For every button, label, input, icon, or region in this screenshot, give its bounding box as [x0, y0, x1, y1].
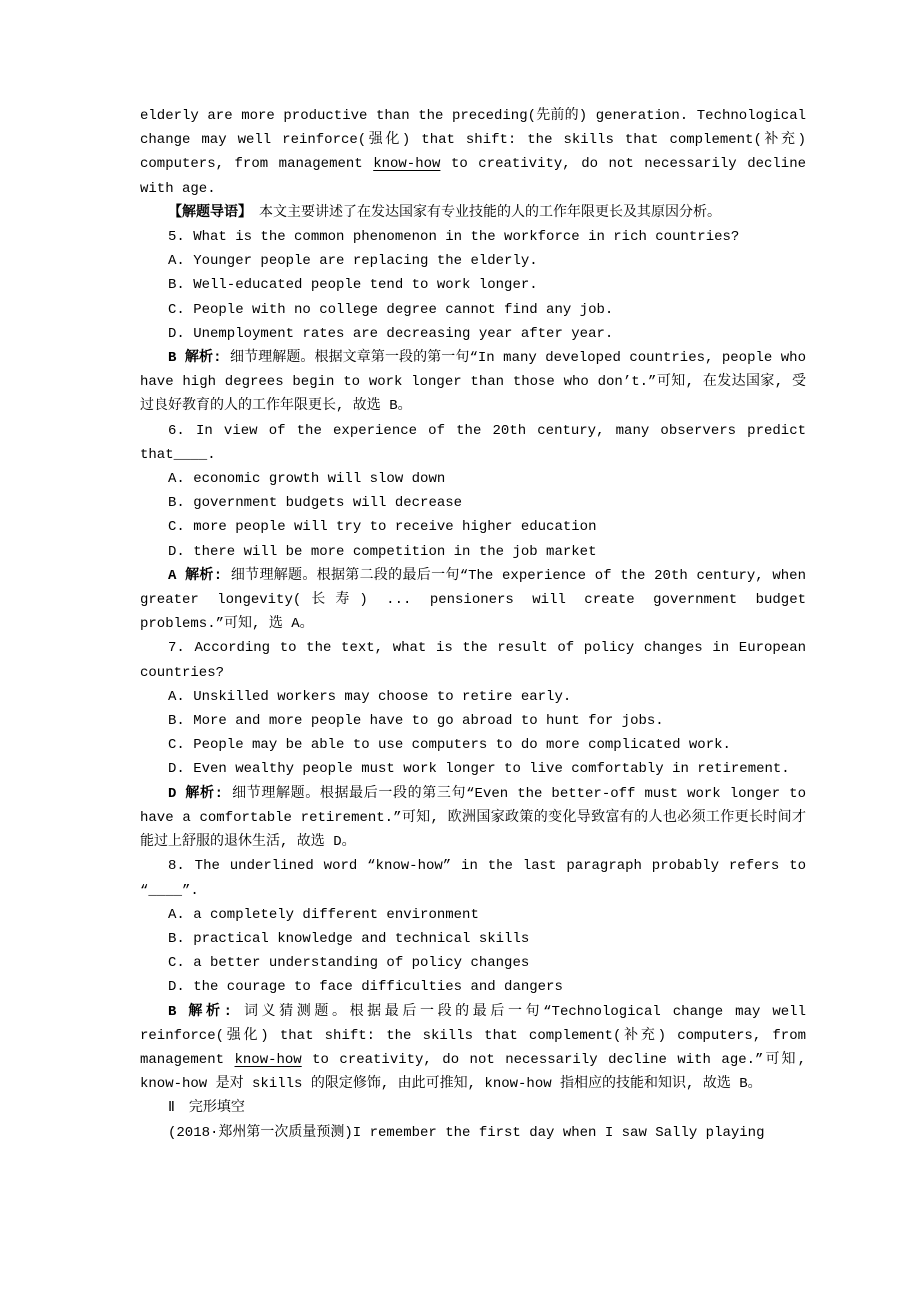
option-8-c — [140, 951, 806, 975]
analysis-6 — [140, 564, 806, 637]
option-5-c — [140, 298, 806, 322]
text-run: 8. The underlined word “know-how” in the last paragraph probably refers to “____”. — [140, 858, 806, 899]
option-6-a — [140, 467, 806, 491]
text-run: B. practical knowledge and technical skills — [168, 930, 530, 947]
cloze-passage-intro — [140, 1121, 806, 1145]
emphasis-text: B 解析: — [168, 350, 222, 367]
question-5 — [140, 225, 806, 249]
question-8 — [140, 854, 806, 902]
option-8-b — [140, 927, 806, 951]
emphasis-text: D 解析: — [168, 785, 224, 802]
option-6-c — [140, 515, 806, 539]
text-run: D. the courage to face difficulties and dangers — [168, 979, 563, 996]
analysis-8 — [140, 1000, 806, 1097]
question-7 — [140, 636, 806, 684]
option-6-d — [140, 540, 806, 564]
text-run: (2018·郑州第一次质量预测)I remember the first day when I saw Sally playing — [168, 1124, 765, 1141]
text-run: B. Well-educated people tend to work longer. — [168, 277, 538, 294]
text-run: B. government budgets will decrease — [168, 495, 463, 512]
option-7-b — [140, 709, 806, 733]
section-ii-heading — [140, 1096, 806, 1120]
analysis-5 — [140, 346, 806, 419]
analysis-7 — [140, 782, 806, 855]
text-run: 6. In view of the experience of the 20th century, many observers predict that____. — [140, 422, 806, 463]
option-6-b — [140, 491, 806, 515]
text-run: 细节理解题。根据文章第一段的第一句“In many developed countries, people who have high degrees begin to work longer than those who don’t.”可知, 在发达国家, 受过良好教育的人的工作年限更长, 故选 B。 — [140, 350, 806, 415]
emphasis-text: 【解题导语】 — [168, 204, 245, 221]
text-run: 5. What is the common phenomenon in the workforce in rich countries? — [168, 229, 740, 246]
option-8-d — [140, 975, 806, 999]
text-run: C. People with no college degree cannot find any job. — [168, 301, 614, 318]
option-8-a — [140, 903, 806, 927]
text-run: C. People may be able to use computers to do more complicated work. — [168, 737, 731, 754]
answer-guide — [140, 201, 806, 225]
text-run: A. Younger people are replacing the elderly. — [168, 253, 538, 270]
text-run: elderly are more productive than the preceding(先前的) generation. Technological change may well reinforce(强化) that shift: the skills that complement(补充) computers, from management — [140, 108, 806, 173]
text-run: 7. According to the text, what is the result of policy changes in European countries? — [140, 640, 806, 681]
text-run: A. a completely different environment — [168, 906, 479, 923]
text-run: 细节理解题。根据第二段的最后一句“The experience of the 20th century, when greater longevity(长寿) ... pensioners will create government budget problems.”可知, 选 A。 — [140, 567, 806, 633]
option-5-d — [140, 322, 806, 346]
question-6 — [140, 419, 806, 467]
text-run: A. economic growth will slow down — [168, 471, 446, 488]
text-run: Ⅱ 完形填空 — [168, 1100, 245, 1117]
text-run: D. Even wealthy people must work longer to live comfortably in retirement. — [168, 761, 790, 778]
underlined-term: know-how — [234, 1051, 302, 1068]
text-run: C. more people will try to receive higher education — [168, 519, 597, 536]
text-run: D. there will be more competition in the job market — [168, 543, 597, 560]
underlined-term: know-how — [373, 156, 441, 173]
option-7-a — [140, 685, 806, 709]
option-7-d — [140, 757, 806, 781]
text-run: 词义猜测题。根据最后一段的最后一句“Technological change may well reinforce(强化) that shift: the skills that complement(补充) computers, from management — [140, 1003, 806, 1068]
text-run: C. a better understanding of policy changes — [168, 955, 530, 972]
emphasis-text: A 解析: — [168, 567, 223, 584]
text-run: 细节理解题。根据最后一段的第三句“Even the better-off must work longer to have a comfortable retirement.”可知, 欧洲国家政策的变化导致富有的人也必须工作更长时间才能过上舒服的退休生活, 故选 D。 — [140, 785, 806, 851]
option-7-c — [140, 733, 806, 757]
option-5-b — [140, 273, 806, 297]
text-run: 本文主要讲述了在发达国家有专业技能的人的工作年限更长及其原因分析。 — [245, 204, 721, 221]
text-run: A. Unskilled workers may choose to retire early. — [168, 688, 572, 705]
passage-last-paragraph — [140, 104, 806, 201]
emphasis-text: B 解析: — [168, 1003, 232, 1020]
text-run: to creativity, do not necessarily decline with age. — [140, 156, 806, 197]
text-run: to creativity, do not necessarily decline with age.”可知, know-how 是对 skills 的限定修饰, 由此可推知, know-how 指相应的技能和知识, 故选 B。 — [140, 1051, 806, 1093]
text-run: D. Unemployment rates are decreasing year after year. — [168, 325, 614, 342]
text-run: B. More and more people have to go abroad to hunt for jobs. — [168, 713, 664, 730]
option-5-a — [140, 249, 806, 273]
